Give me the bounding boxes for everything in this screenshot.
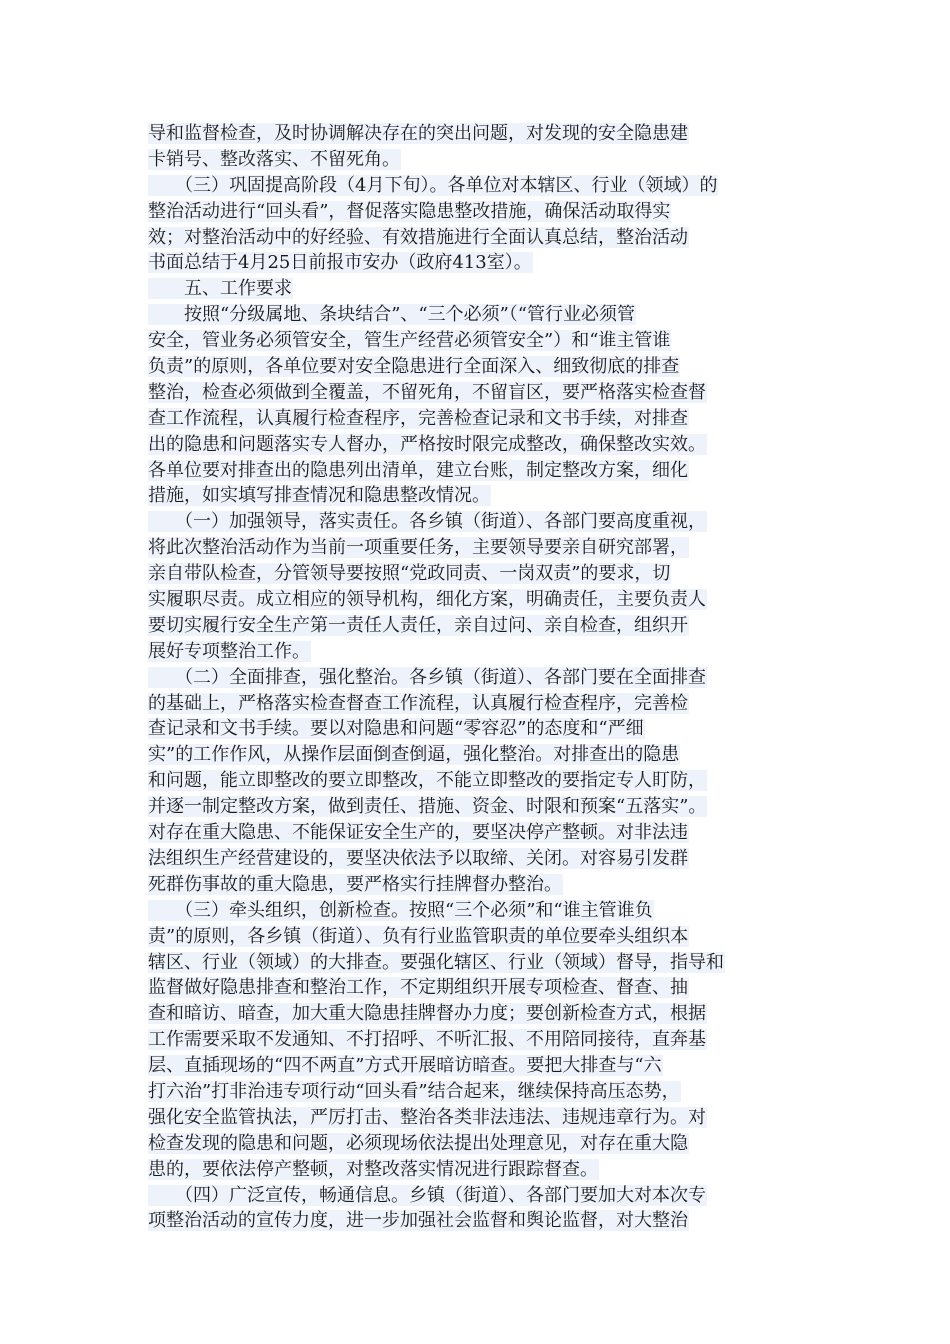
text-line-content: 强化安全监管执法，严厉打击、整治各类非法违法、违规违章行为。对 xyxy=(148,1106,706,1128)
text-line xyxy=(148,406,808,432)
text-line-content: 并逐一制定整改方案，做到责任、措施、资金、时限和预案“五落实”。 xyxy=(148,796,707,818)
text-line-content: 对存在重大隐患、不能保证安全生产的，要坚决停产整顿。对非法违 xyxy=(148,822,688,844)
text-line xyxy=(148,1183,808,1209)
text-line xyxy=(148,509,808,535)
text-line xyxy=(148,898,808,924)
text-line xyxy=(148,768,808,794)
text-line-content: 法组织生产经营建设的，要坚决依法予以取缔、关闭。对容易引发群 xyxy=(148,847,688,869)
text-line xyxy=(148,975,808,1001)
text-line-content: 要切实履行安全生产第一责任人责任，亲自过问、亲自检查，组织开 xyxy=(148,614,688,636)
text-line-content: 检查发现的隐患和问题，必须现场依法提出处理意见，对存在重大隐 xyxy=(148,1132,688,1154)
text-line-content: 整治，检查必须做到全覆盖，不留死角，不留盲区，要严格落实检查督 xyxy=(148,381,706,403)
text-line-content: 责”的原则，各乡镇（街道）、负有行业监管职责的单位要牵头组织本 xyxy=(148,925,689,947)
text-line-content: 查记录和文书手续。要以对隐患和问题“零容忍”的态度和“严细 xyxy=(148,718,644,740)
text-line xyxy=(148,121,808,147)
text-line xyxy=(148,432,808,458)
text-line-content: 将此次整治活动作为当前一项重要任务，主要领导要亲自研究部署， xyxy=(148,537,688,559)
text-line-content: 负责”的原则，各单位要对安全隐患进行全面深入、细致彻底的排查 xyxy=(148,356,680,378)
text-line xyxy=(148,1208,808,1234)
text-line-content: （二）全面排查，强化整治。各乡镇（街道）、各部门要在全面排查 xyxy=(148,666,706,688)
text-line xyxy=(148,665,808,691)
text-line xyxy=(148,250,808,276)
text-line-content: 查工作流程，认真履行检查程序，完善检查记录和文书手续，对排查 xyxy=(148,407,688,429)
text-line-content: 查和暗访、暗查，加大重大隐患挂牌督办力度；要创新检查方式，根据 xyxy=(148,1003,706,1025)
text-line xyxy=(148,639,808,665)
text-line-content: （四）广泛宣传，畅通信息。乡镇（街道）、各部门要加大对本次专 xyxy=(148,1184,706,1206)
text-line xyxy=(148,587,808,613)
text-line xyxy=(148,872,808,898)
text-line-content: 五、工作要求 xyxy=(148,278,292,300)
text-line xyxy=(148,354,808,380)
text-line xyxy=(148,535,808,561)
text-line xyxy=(148,199,808,225)
text-line-content: 按照“分级属地、条块结合”、“三个必须”（“管行业必须管 xyxy=(148,304,636,326)
text-line xyxy=(148,225,808,251)
text-line xyxy=(148,950,808,976)
text-line-content: 整治活动进行“回头看”，督促落实隐患整改措施，确保活动取得实 xyxy=(148,200,671,222)
text-line-content: 展好专项整治工作。 xyxy=(148,640,310,662)
text-line xyxy=(148,1157,808,1183)
text-line xyxy=(148,1027,808,1053)
text-line-content: 书面总结于4月25日前报市安办（政府413室）。 xyxy=(148,252,532,274)
text-line xyxy=(148,173,808,199)
text-line-content: 出的隐患和问题落实专人督办，严格按时限完成整改，确保整改实效。 xyxy=(148,433,706,455)
text-line-content: 导和监督检查，及时协调解决存在的突出问题，对发现的安全隐患建 xyxy=(148,123,688,144)
text-line-content: 安全，管业务必须管安全，管生产经营必须管安全”）和“谁主管谁 xyxy=(148,330,671,352)
text-line-content: 实”的工作作风，从操作层面倒查倒逼，强化整治。对排查出的隐患 xyxy=(148,744,680,766)
text-line-content: 措施，如实填写排查情况和隐患整改情况。 xyxy=(148,485,490,507)
text-line xyxy=(148,483,808,509)
text-line-content: （三）牵头组织，创新检查。按照“三个必须”和“谁主管谁负 xyxy=(148,899,653,921)
text-line xyxy=(148,302,808,328)
text-line xyxy=(148,1131,808,1157)
text-line-content: 工作需要采取不发通知、不打招呼、不听汇报、不用陪同接待，直奔基 xyxy=(148,1029,706,1051)
text-line xyxy=(148,691,808,717)
text-line-content: 监督做好隐患排查和整治工作，不定期组织开展专项检查、督查、抽 xyxy=(148,977,688,999)
text-line-content: 层、直插现场的“四不两直”方式开展暗访暗查。要把大排查与“六 xyxy=(148,1055,662,1077)
text-line xyxy=(148,924,808,950)
text-line xyxy=(148,1105,808,1131)
text-line xyxy=(148,458,808,484)
text-line xyxy=(148,147,808,173)
text-line xyxy=(148,561,808,587)
text-line xyxy=(148,1001,808,1027)
text-line xyxy=(148,276,808,302)
text-line-content: 卡销号、整改落实、不留死角。 xyxy=(148,148,400,170)
text-line-content: 辖区、行业（领域）的大排查。要强化辖区、行业（领域）督导，指导和 xyxy=(148,951,724,973)
text-line xyxy=(148,820,808,846)
text-line xyxy=(148,1079,808,1105)
text-line-content: （一）加强领导，落实责任。各乡镇（街道）、各部门要高度重视， xyxy=(148,511,706,533)
text-line xyxy=(148,794,808,820)
text-line-content: 效；对整治活动中的好经验、有效措施进行全面认真总结，整治活动 xyxy=(148,226,688,248)
text-line xyxy=(148,328,808,354)
text-line-content: 患的，要依法停产整顿，对整改落实情况进行跟踪督查。 xyxy=(148,1158,598,1180)
text-line-content: 和问题，能立即整改的要立即整改，不能立即整改的要指定专人盯防， xyxy=(148,770,706,792)
text-line-content: 项整治活动的宣传力度，进一步加强社会监督和舆论监督，对大整治 xyxy=(148,1210,688,1232)
text-line xyxy=(148,716,808,742)
text-line xyxy=(148,380,808,406)
text-line-content: 的基础上，严格落实检查督查工作流程，认真履行检查程序，完善检 xyxy=(148,692,688,714)
text-line-content: 打六治”打非治违专项行动“回头看”结合起来，继续保持高压态势， xyxy=(148,1080,680,1102)
text-line xyxy=(148,846,808,872)
document-body xyxy=(148,121,808,1234)
text-line-content: 各单位要对排查出的隐患列出清单，建立台账，制定整改方案，细化 xyxy=(148,459,688,481)
text-line xyxy=(148,742,808,768)
text-line-content: 亲自带队检查，分管领导要按照“党政同责、一岗双责”的要求，切 xyxy=(148,563,671,585)
text-line-content: 实履职尽责。成立相应的领导机构，细化方案，明确责任，主要负责人 xyxy=(148,589,706,611)
text-line-content: 死群伤事故的重大隐患，要严格实行挂牌督办整治。 xyxy=(148,873,562,895)
text-line-content: （三）巩固提高阶段（4月下旬）。各单位对本辖区、行业（领域）的 xyxy=(148,174,718,196)
text-line xyxy=(148,1053,808,1079)
text-line xyxy=(148,613,808,639)
